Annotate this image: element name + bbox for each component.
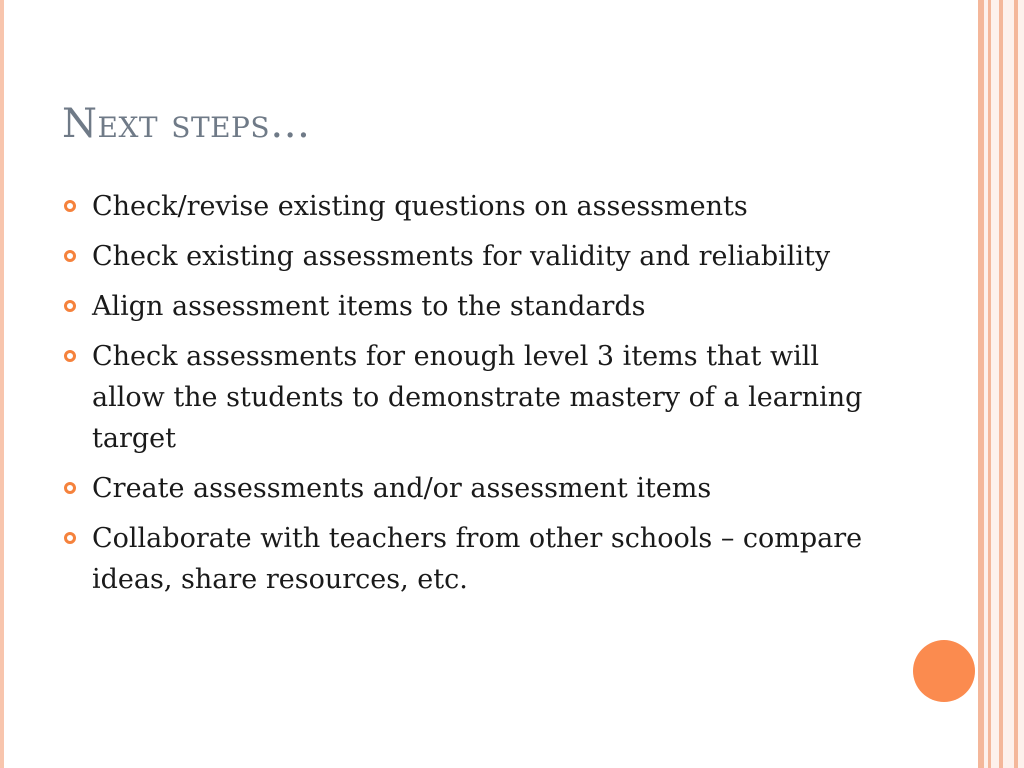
bullet-circle-icon xyxy=(64,532,76,544)
bullet-text: Check existing assessments for validity and reliability xyxy=(92,241,831,272)
bullet-circle-icon xyxy=(64,482,76,494)
list-item xyxy=(64,186,894,227)
bullet-circle-icon xyxy=(64,300,76,312)
bullet-circle-icon xyxy=(64,250,76,262)
bullet-text: Check assessments for enough level 3 items that will allow the students to demonstrate mastery of a learning target xyxy=(92,341,863,454)
right-stripe xyxy=(991,0,999,768)
bullet-circle-icon xyxy=(64,200,76,212)
bullet-text: Create assessments and/or assessment items xyxy=(92,473,712,504)
list-item xyxy=(64,518,894,600)
slide-title: Next steps… xyxy=(62,101,311,147)
list-item xyxy=(64,236,894,277)
bullet-circle-icon xyxy=(64,350,76,362)
decorative-circle xyxy=(913,640,975,702)
right-stripe xyxy=(1018,0,1024,768)
list-item xyxy=(64,286,894,327)
right-stripe xyxy=(1003,0,1014,768)
bullet-text: Collaborate with teachers from other schools – compare ideas, share resources, etc. xyxy=(92,523,863,595)
list-item xyxy=(64,336,894,459)
bullet-text: Align assessment items to the standards xyxy=(92,291,646,322)
left-border xyxy=(0,0,4,768)
bullet-list xyxy=(64,186,894,609)
list-item xyxy=(64,468,894,509)
bullet-text: Check/revise existing questions on assessments xyxy=(92,191,748,222)
